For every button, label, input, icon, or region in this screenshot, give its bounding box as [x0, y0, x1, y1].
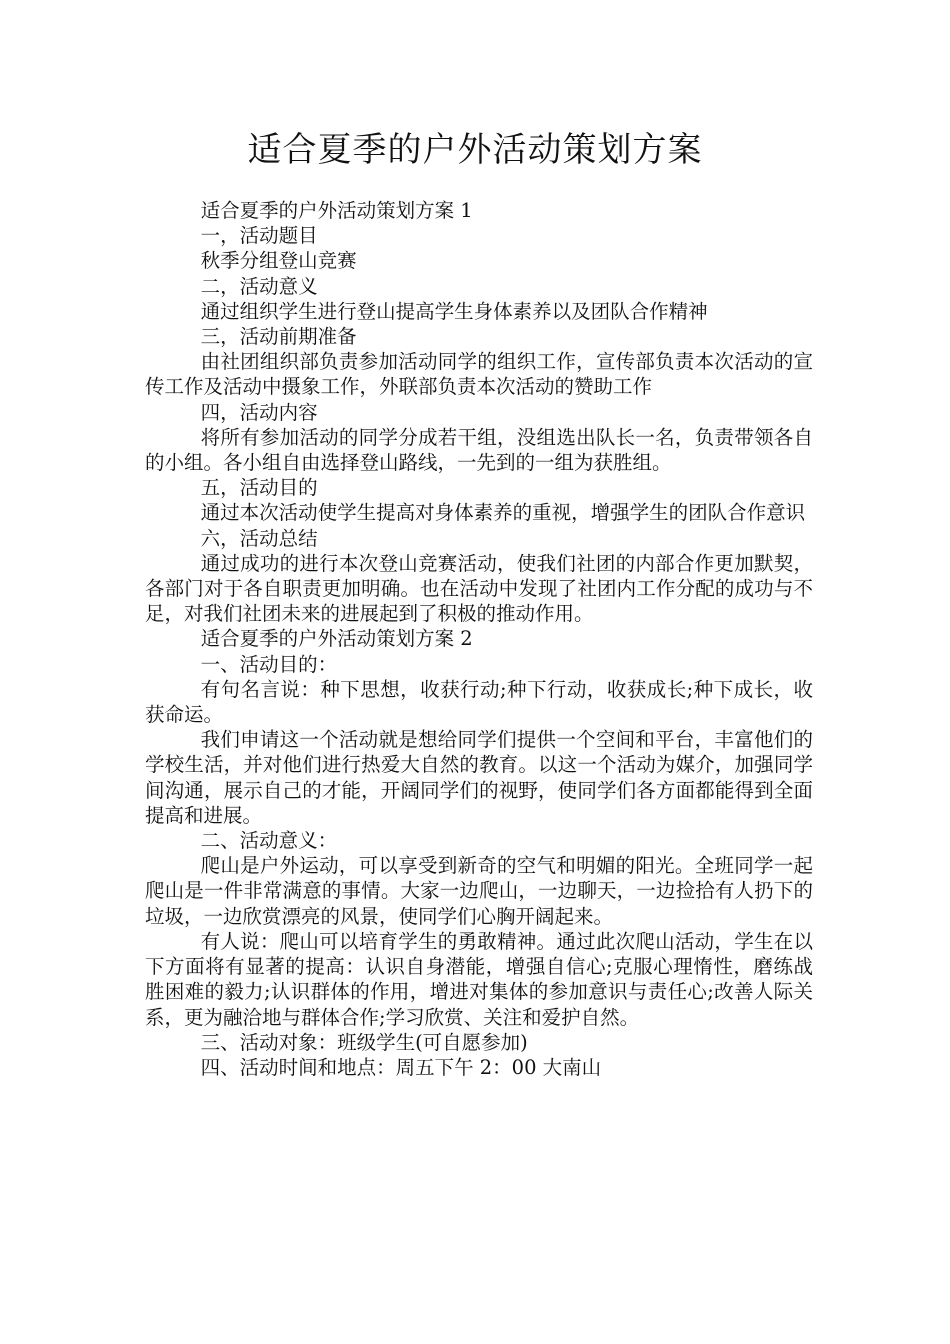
section-heading: 适合夏季的户外活动策划方案 1 — [200, 199, 473, 222]
paragraph: 通过本次活动使学生提高对身体素养的重视，增强学生的团队合作意识 — [200, 501, 806, 525]
document-body — [145, 198, 813, 1080]
paragraph: 将所有参加活动的同学分成若干组，没组选出队长一名，负责带领各自的小组。各小组自由选择登山路线，一先到的一组为获胜组。 — [145, 425, 813, 475]
paragraph: 由社团组织部负责参加活动同学的组织工作，宣传部负责本次活动的宣传工作及活动中摄象工作，外联部负责本次活动的赞助工作 — [145, 350, 813, 399]
subheading: 三，活动前期准备 — [200, 325, 357, 349]
section-heading: 适合夏季的户外活动策划方案 2 — [200, 627, 473, 651]
subheading: 六，活动总结 — [200, 526, 318, 550]
subheading: 一、活动目的： — [200, 652, 338, 676]
paragraph: 秋季分组登山竞赛 — [200, 249, 357, 273]
paragraph: 有人说：爬山可以培育学生的勇敢精神。通过此次爬山活动，学生在以下方面将有显著的提高：认识自身潜能，增强自信心;克服心理惰性，磨练战胜困难的毅力;认识群体的作用，增进对集体的参加意识与责任心;改善人际关系，更为融洽地与群体合作;学习欣赏、关注和爱护自然。 — [145, 929, 813, 1029]
paragraph: 通过组织学生进行登山提高学生身体素养以及团队合作精神 — [200, 299, 708, 323]
subheading: 二，活动意义 — [200, 274, 318, 298]
paragraph: 四、活动时间和地点：周五下午 2：00 大南山 — [200, 1055, 602, 1079]
paragraph: 我们申请这一个活动就是想给同学们提供一个空间和平台，丰富他们的学校生活，并对他们进行热爱大自然的教育。以这一个活动为媒介，加强同学间沟通，展示自己的才能，开阔同学们的视野，使同学们各方面都能得到全面提高和进展。 — [145, 728, 813, 827]
subheading: 一，活动题目 — [200, 224, 318, 248]
paragraph: 爬山是户外运动，可以享受到新奇的空气和明媚的阳光。全班同学一起爬山是一件非常满意的事情。大家一边爬山，一边聊天，一边捡拾有人扔下的垃圾，一边欣赏漂亮的风景，使同学们心胸开阔起来。 — [145, 854, 813, 928]
subheading: 五，活动目的 — [200, 476, 318, 500]
subheading: 四，活动内容 — [200, 400, 318, 424]
paragraph: 通过成功的进行本次登山竞赛活动，使我们社团的内部合作更加默契，各部门对于各自职责更加明确。也在活动中发现了社团内工作分配的成功与不足，对我们社团未来的进展起到了积极的推动作用。 — [145, 551, 813, 626]
paragraph: 三、活动对象：班级学生(可自愿参加) — [200, 1030, 528, 1054]
paragraph: 有句名言说：种下思想，收获行动;种下行动，收获成长;种下成长，收获命运。 — [145, 677, 813, 727]
document-title: 适合夏季的户外活动策划方案 — [247, 130, 703, 170]
subheading: 二、活动意义： — [200, 829, 338, 853]
